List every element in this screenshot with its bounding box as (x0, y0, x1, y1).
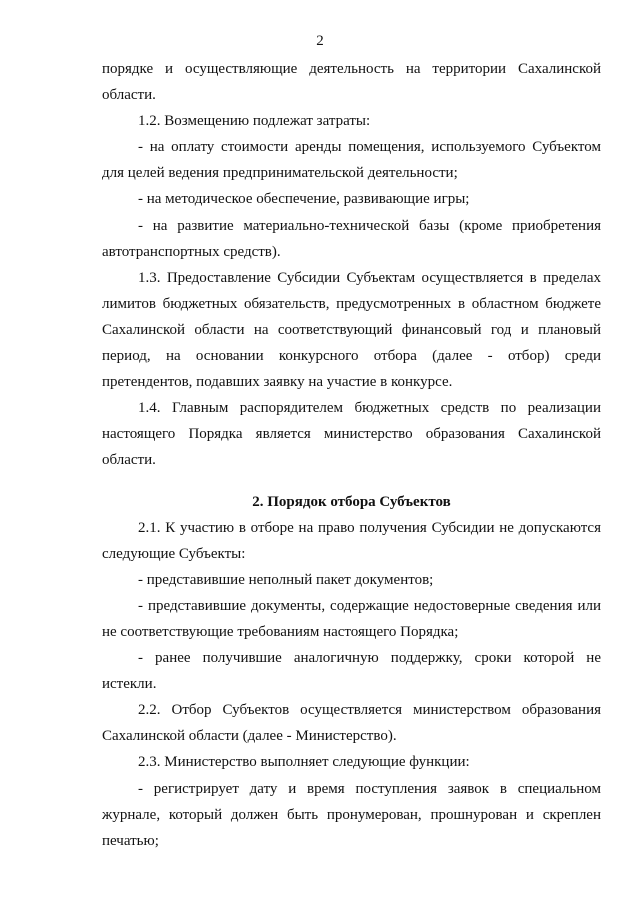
list-item-rent: - на оплату стоимости аренды помещения, используемого Субъектом для целей ведения предпринимательской деятельности; (102, 139, 601, 182)
document-body (102, 56, 601, 854)
list-item-false-info: - представившие документы, содержащие недостоверные сведения или не соответствующие требованиям настоящего Порядка; (102, 597, 601, 640)
list-item-previous-support: - ранее получившие аналогичную поддержку, сроки которой не истекли. (102, 650, 601, 693)
list-item-register: - регистрирует дату и время поступления заявок в специальном журнале, который должен быть пронумерован, прошнурован и скреплен печатью; (102, 780, 601, 849)
paragraph-1-4: 1.4. Главным распорядителем бюджетных средств по реализации настоящего Порядка является министерство образования Сахалинской области. (102, 400, 601, 469)
list-item-material-base: - на развитие материально-технической базы (кроме приобретения автотранспортных средств). (102, 217, 601, 260)
paragraph-1-2: 1.2. Возмещению подлежат затраты: (138, 113, 371, 130)
paragraph-2-2: 2.2. Отбор Субъектов осуществляется министерством образования Сахалинской области (далее - Министерство). (102, 702, 601, 745)
paragraph-1-3: 1.3. Предоставление Субсидии Субъектам осуществляется в пределах лимитов бюджетных обязательств, предусмотренных в областном бюджете Сахалинской области на соответствующий финансовый год и плановый период, на основании конкурсного отбора (далее - отбор) среди претендентов, подавших заявку на участие в конкурсе. (102, 269, 601, 391)
paragraph-continuation: порядке и осуществляющие деятельность на территории Сахалинской области. (102, 61, 601, 104)
page-number: 2 (316, 33, 324, 49)
list-item-incomplete: - представившие неполный пакет документов; (138, 571, 434, 588)
paragraph-2-1: 2.1. К участию в отборе на право получения Субсидии не допускаются следующие Субъекты: (102, 519, 601, 562)
paragraph-2-3: 2.3. Министерство выполняет следующие функции: (138, 754, 470, 771)
list-item-methodical: - на методическое обеспечение, развивающие игры; (138, 191, 470, 208)
section-heading-2: 2. Порядок отбора Субъектов (252, 493, 451, 510)
